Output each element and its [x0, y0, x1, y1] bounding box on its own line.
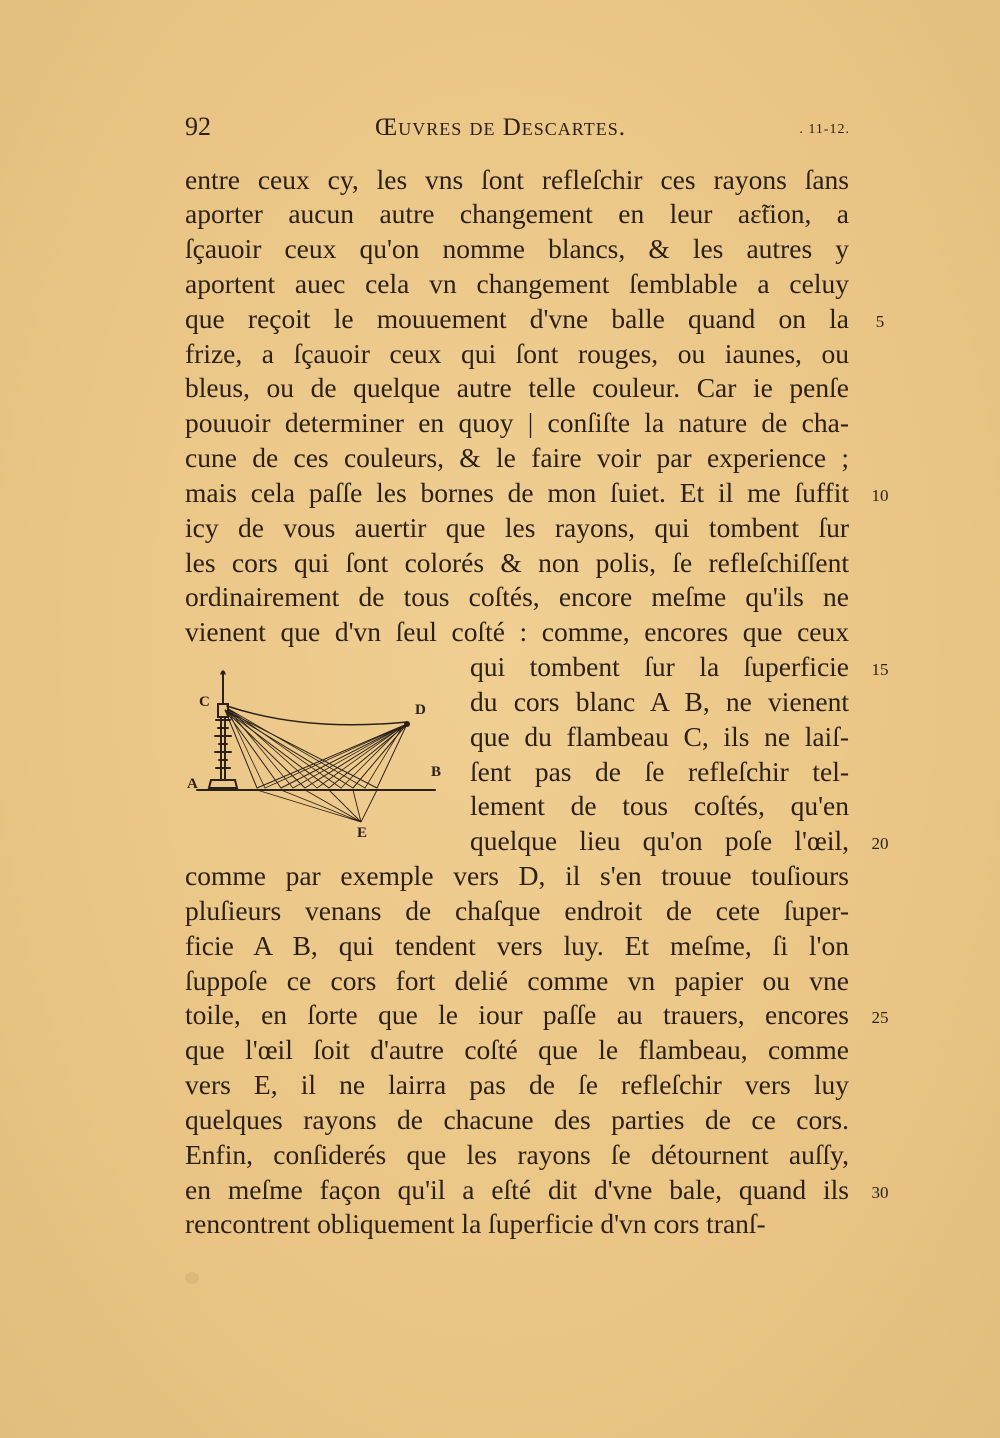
figure-label-e: E: [357, 825, 368, 841]
text-line: ſçauoir ceux qu'on nomme blancs, & les autres y: [185, 233, 849, 264]
text-line: quelques rayons de chacune des parties de ce cors.: [185, 1104, 849, 1135]
text-line: aportent auec cela vn changement ſemblable a celuy: [185, 268, 849, 299]
line-number: 5: [875, 312, 885, 331]
figure-label-c: C: [199, 694, 210, 710]
text-line: que reçoit le mouuement d'vne balle quand on la: [185, 303, 849, 334]
line-number: 25: [871, 1008, 889, 1027]
text-line: ſent pas de ſe refleſchir tel-: [470, 756, 849, 787]
text-line: les cors qui ſont colorés & non polis, ſe refleſchiſſent: [185, 547, 849, 578]
text-line: toile, en ſorte que le iour paſſe au trauers, encores: [185, 999, 849, 1030]
reflection-figure: [185, 662, 450, 847]
text-line: que du flambeau C, ils ne laiſ-: [470, 721, 849, 752]
text-line: pluſieurs venans de chaſque endroit de cete ſuper-: [185, 895, 849, 926]
text-line: rencontrent obliquement la ſuperficie d'vn cors tranſ-: [185, 1208, 766, 1239]
figure-label-b: B: [431, 764, 442, 780]
text-line: pouuoir determiner en quoy | conſiſte la nature de cha-: [185, 407, 849, 438]
line-number: 10: [871, 486, 889, 505]
text-line: bleus, ou de quelque autre telle couleur. Car ie penſe: [185, 372, 849, 403]
text-line: qui tombent ſur la ſuperficie: [470, 651, 849, 682]
text-line: lement de tous coſtés, qu'en: [470, 790, 849, 821]
text-line: comme par exemple vers D, il s'en trouue touſiours: [185, 860, 849, 891]
page-reference: . 11-12.: [799, 122, 850, 137]
text-line: Enfin, conſiderés que les rayons ſe détournent auſſy,: [185, 1139, 849, 1170]
text-line: cune de ces couleurs, & le faire voir par experience ;: [185, 442, 849, 473]
text-line: ſuppoſe ce cors fort delié comme vn papier ou vne: [185, 965, 849, 996]
text-line: icy de vous auertir que les rayons, qui tombent ſur: [185, 512, 849, 543]
text-line: que l'œil ſoit d'autre coſté que le flambeau, comme: [185, 1034, 849, 1065]
running-title: Œuvres de Descartes.: [375, 114, 626, 141]
text-line: du cors blanc A B, ne vienent: [470, 686, 849, 717]
paper-stain: [185, 1272, 199, 1284]
line-number: 30: [871, 1183, 889, 1202]
figure-label-d: D: [415, 702, 426, 718]
text-line: en meſme façon qu'il a eſté dit d'vne bale, quand ils: [185, 1174, 849, 1205]
text-line: vers E, il ne lairra pas de ſe refleſchir vers luy: [185, 1069, 849, 1100]
text-line: frize, a ſçauoir ceux qui ſont rouges, ou iaunes, ou: [185, 338, 849, 369]
line-number: 15: [871, 660, 889, 679]
page-number: 92: [185, 112, 211, 141]
text-line: vienent que d'vn ſeul coſté : comme, encores que ceux: [185, 616, 849, 647]
line-number: 20: [871, 834, 889, 853]
text-line: aporter aucun autre changement en leur aɛ̃tion, a: [185, 198, 849, 229]
text-line: ficie A B, qui tendent vers luy. Et meſme, ſi l'on: [185, 930, 849, 961]
page-header: [185, 112, 850, 152]
text-line: mais cela paſſe les bornes de mon ſuiet. Et il me ſuffit: [185, 477, 849, 508]
text-line: ordinairement de tous coſtés, encore meſme qu'ils ne: [185, 581, 849, 612]
text-line: quelque lieu qu'on poſe l'œil,: [470, 825, 849, 856]
figure-label-a: A: [187, 776, 198, 792]
text-line: entre ceux cy, les vns ſont refleſchir ces rayons ſans: [185, 164, 849, 195]
